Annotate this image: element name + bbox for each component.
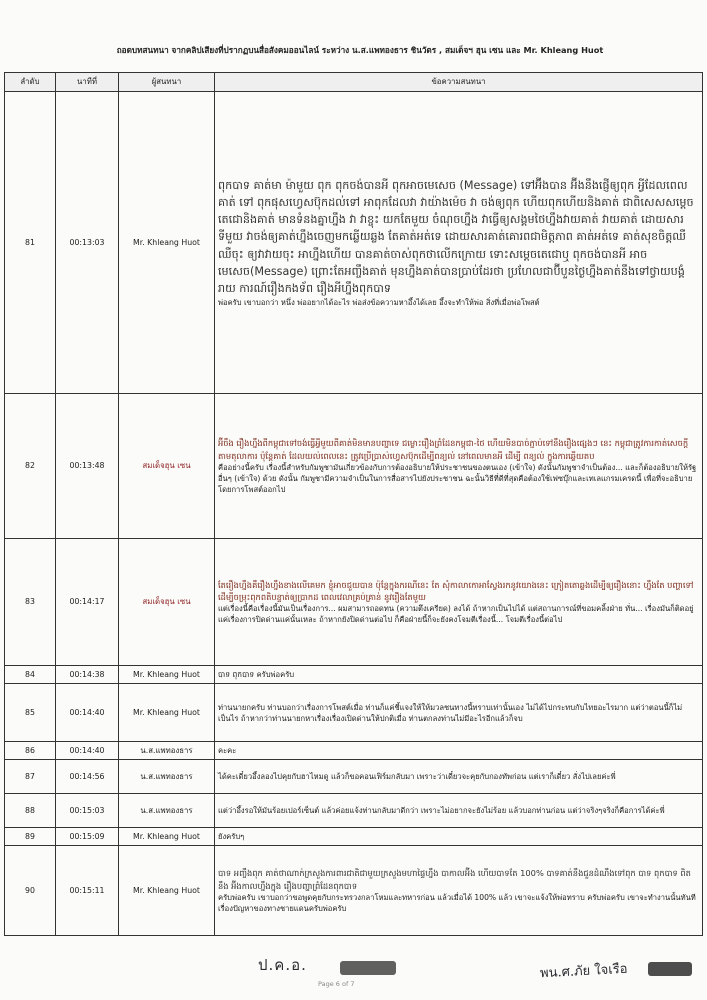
- row-message: [215, 666, 703, 684]
- row-time: 00:14:17: [56, 539, 119, 666]
- khmer-text: ពុកបាទ គាត់មា ម៉ាមួយ ពុក ពុកចង់បានអី ពុកអាចមេសេច (Message) ទៅអ៊ីងបាន អ៊ីងនឹងផ្ញើឲ្យពុក អ្វីដែលពេលគាត់ ទៅ ពុកផុសហ្វេសប៊ុកដល់ទៅ អាពុកដែលវា វាយ៉ាងម៉េច វា ចង់ឲ្យពុក ហើយពុកហើយនិងគាត់ ជាពិសេសសម្តេច តេជោនិងគាត់ មានទំនងគ្នាហ្នឹង វា វាខ្ចុះ យកតែមួយ ចំណុចហ្នឹង វាធ្វើឲ្យសង្គមថៃហ្នឹងវាយគាត់ វាយគាត់ ដោយសារទីមួយ វាចង់ឲ្យគាត់ហ្នឹងចេញមកឆ្លើយឆ្លង តែគាត់អត់ទេ ដោយសារគាត់គោរពជាមិត្តភាព គាត់អត់ទេ គាត់សុខចិត្តឈឺ ឈឺចុះ ឲ្យវាវាយចុះ អាហ្នឹងហើយ បានគាត់ចាស់ពុកថាលើកក្រោយ ទោះសម្តេចតេជោឬ ពុកចង់បានអី អាចមេសេច(Message) ព្រោះតែអញ្ចឹងគាត់ មុនហ្នឹងគាត់បានប្រាប់ដែរថា ប្រហែលជាប៊ីបួនថ្ងៃហ្នឹងគាត់នឹងទៅថ្វាយបង្គំរាយ ការណ៍រឿងកងទ័ព រឿងអីហ្នឹងពុកបាទ: [218, 179, 694, 295]
- row-message: [215, 828, 703, 846]
- row-number: 88: [5, 794, 56, 828]
- thai-translation: ได้คะเดี๋ยวอึ้งลองไปคุยกับฮาไหมดู แล้วก็ขอคอนเฟิร์มกลับมา เพราะว่าเดี๋ยวจะคุยกับกองทัพก่อน แต่เราก็เดี๋ยว สั่งไปเลยค่ะพี่: [218, 772, 616, 781]
- row-number: 86: [5, 742, 56, 760]
- thai-translation: แต่เรื่องนี้คือเรื่องนี้มันเป็นเรื่องการ... ผมสามารถอดทน (ความตึงเครียด) ลงได้ ถ้าหากเป็นไปได้ แต่สถานการณ์ที่ขอมคลิ้งฝ่าย ทั่น... เรื่องมันก็ติดอยู่แค่เรื่องการปิดด่านแค่นั้นเหละ ถ้าหากยังปิดด่านต่อไป ก็คือฝ่ายนี้ก็จะยังคงโจมตีเรื่องนี้... โจมตีเรื่องนี้ต่อไป: [218, 604, 694, 625]
- row-time: 00:15:03: [56, 794, 119, 828]
- row-speaker: น.ส.แพทองธาร: [119, 760, 215, 794]
- row-time: 00:14:38: [56, 666, 119, 684]
- thai-translation: คะคะ: [218, 746, 237, 755]
- row-number: 89: [5, 828, 56, 846]
- thai-translation: បាទ ពុកបាទ ครับพ่อครับ: [218, 670, 295, 679]
- row-time: 00:14:40: [56, 742, 119, 760]
- row-message: [215, 742, 703, 760]
- row-speaker: Mr. Khleang Huot: [119, 684, 215, 742]
- row-time: 00:13:03: [56, 92, 119, 394]
- khmer-text: អ៊ីចឹង រឿងហ្នឹងពីកម្ពុជាទៅចង់ធ្វើអ្វីមួយពីគាត់មិនមានបញ្ហាទេ ជម្លោះរឿងព្រំដែនកម្ពុជា-ថៃ ហើយមិនបាច់ភ្ជាប់ទៅនឹងរឿងផ្សេងៗ នេះ កម្ពុជាត្រូវការកាត់សេចក្តីតាមតុលាការ ប៉ុន្តែគាត់ ដែលយល់ពេលនេះ ត្រូវប្រើប្រាស់ហ្វេសប៊ុកដើម្បីពន្យល់ នៅពេលមានអី ដើម្បី ពន្យល់ ក្នុងការឆ្លើយតប: [218, 438, 689, 461]
- table-row: [5, 828, 703, 846]
- row-message: [215, 539, 703, 666]
- row-number: 87: [5, 760, 56, 794]
- table-row: [5, 846, 703, 936]
- table-row: [5, 92, 703, 394]
- thai-translation: แต่ว่าอึ้งรอให้มันร้อยเปอร์เซ็นต์ แล้วค่อยแจ้งท่านกลับมาดีกว่า เพราะไม่อยากจะยังไม่ร้อย แล้วบอกท่านก่อน แต่ว่าจริงๆจริงก็คือการได้ค่ะพี่: [218, 806, 665, 815]
- row-time: 00:15:09: [56, 828, 119, 846]
- row-message: [215, 760, 703, 794]
- signature-left: ป.ค.อ.: [258, 956, 307, 974]
- row-number: 83: [5, 539, 56, 666]
- row-speaker: สมเด็จฮุน เซน: [119, 539, 215, 666]
- row-message: [215, 394, 703, 539]
- row-speaker: น.ส.แพทองธาร: [119, 742, 215, 760]
- row-number: 85: [5, 684, 56, 742]
- thai-translation: คืออย่างนี้ครับ เรื่องนี้สำหรับกัมพูชามันเกี่ยวข้องกับการต้องอธิบายให้ประชาชนของตนเอง (เข้าใจ) ดังนั้นกัมพูชาจำเป็นต้อง... และก็ต้องอธิบายให้รัฐอื่นๆ (เข้าใจ) ด้วย ดังนั้น กัมพูชามีความจำเป็นในการสื่อสารไปยังประชาชน ฉะนั้นวิธีที่ดีที่สุดคือต้องใช้เฟซบุ๊กและเทเลแกรมเครดนี้ เพื่อที่จะอธิบาย โดยการโพสต์ออกไป: [218, 462, 697, 494]
- row-speaker: Mr. Khleang Huot: [119, 666, 215, 684]
- table-row: [5, 394, 703, 539]
- row-speaker: Mr. Khleang Huot: [119, 92, 215, 394]
- row-time: 00:13:48: [56, 394, 119, 539]
- row-speaker: Mr. Khleang Huot: [119, 846, 215, 936]
- header-no: ลำดับ: [5, 73, 56, 92]
- row-number: 82: [5, 394, 56, 539]
- document-title: ถอดบทสนทนา จากคลิปเสียงที่ปรากฏบนสื่อสังคมออนไลน์ ระหว่าง น.ส.แพทองธาร ชินวัตร , สมเด็จฯ ฮุน เซน และ Mr. Khleang Huot: [116, 45, 604, 55]
- page-number: Page 6 of 7: [318, 980, 355, 988]
- table-row: [5, 794, 703, 828]
- table-row: [5, 742, 703, 760]
- header-speaker: ผู้สนทนา: [119, 73, 215, 92]
- thai-translation: ท่านนายกครับ ท่านบอกว่าเรื่องการโพสต์เมื่อ ท่านก็แค่ชี้แจงให้ให้มวลชนทางนี้ทราบเท่านั้นเอง ไม่ได้ไปกระทบกับไทยอะไรมาก แต่ว่าตอนนี้ก็ไม่เป็นไร ถ้าหากว่าท่านนายกหาเรื่องเรื่องเปิดด่านให้ปกติเมื่อ ท่านตกลงท่านไม่มีอะไรอีกแล้วก็จบ: [218, 702, 683, 723]
- redaction-mark-right: [648, 962, 692, 976]
- row-number: 81: [5, 92, 56, 394]
- header-time: นาทีที่: [56, 73, 119, 92]
- table-row: [5, 666, 703, 684]
- khmer-text: តែរឿងហ្នឹងគឺរឿងហ្នឹងខាងលើគេមក ខ្ញុំអាចជួយបាន ប៉ុន្តែក្នុងករណីនេះ តែ សុំកាលាកោអាស្វែងរកនូវយោងនេះ ក្រៀតតោឆ្លងដើម្បីឲ្យរឿងនោះ ហ្នឹងតែ បញ្ហាទៅ ដើម្បីចម្រុះពុកពតិបន្ទាត់ឲ្យប្រាកដ ពេលវេលាគ្រប់គ្រាន់ នូវរឿងតែមួយ: [218, 579, 694, 602]
- row-message: [215, 92, 703, 394]
- transcript-table: [4, 72, 703, 936]
- row-time: 00:14:56: [56, 760, 119, 794]
- row-number: 90: [5, 846, 56, 936]
- signature-right: พน.ศ.ภัย ใจเรือ: [539, 961, 628, 982]
- row-time: 00:14:40: [56, 684, 119, 742]
- table-row: [5, 684, 703, 742]
- row-speaker: Mr. Khleang Huot: [119, 828, 215, 846]
- table-row: [5, 760, 703, 794]
- table-body: [5, 92, 703, 936]
- row-number: 84: [5, 666, 56, 684]
- row-message: [215, 794, 703, 828]
- thai-translation: ยังครับๆ: [218, 832, 245, 841]
- redaction-mark-left: [340, 961, 396, 975]
- thai-translation: พ่อครับ เขาบอกว่า หนึ่ง พ่ออยากได้อะไร พ่อส่งข้อความหาอึ้งได้เลย อึ้งจะทำให้พ่อ สิ่งที่เมื่อพ่อโพสต์: [218, 297, 540, 307]
- row-time: 00:15:11: [56, 846, 119, 936]
- row-speaker: น.ส.แพทองธาร: [119, 794, 215, 828]
- thai-translation: ครับพ่อครับ เขาบอกว่าขอพูดคุยกับกระทรวงกลาโหมและทหารก่อน แล้วเมื่อได้ 100% แล้ว เขาจะแจ้งให้พ่อทราบ ครับพ่อครับ เขาจะทำงานนั้นทันที เรื่องปัญหาของทางชายแดนครับพ่อครับ: [218, 892, 696, 913]
- row-message: [215, 684, 703, 742]
- header-message: ข้อความสนทนา: [215, 73, 703, 92]
- khmer-text: បាទ អញ្ចឹងពុក គាត់ថាណាក់ក្រសួងការពារជាតិជាមួយក្រសួងមហាផ្ទៃហ្នឹង បាកាលអ៊ីង ហើយបាទតែ 100% បាទគាត់នឹងជួនដំណឹងទៅពុក បាទ ពុកបាទ ពិតនឹង អ៊ីងកាលហ្នឹងក្នុង រឿងបញ្ហាព្រំដែនពុកបាទ: [218, 868, 691, 891]
- table-header-row: [5, 73, 703, 92]
- table-row: [5, 539, 703, 666]
- row-speaker: สมเด็จฮุน เซน: [119, 394, 215, 539]
- row-message: [215, 846, 703, 936]
